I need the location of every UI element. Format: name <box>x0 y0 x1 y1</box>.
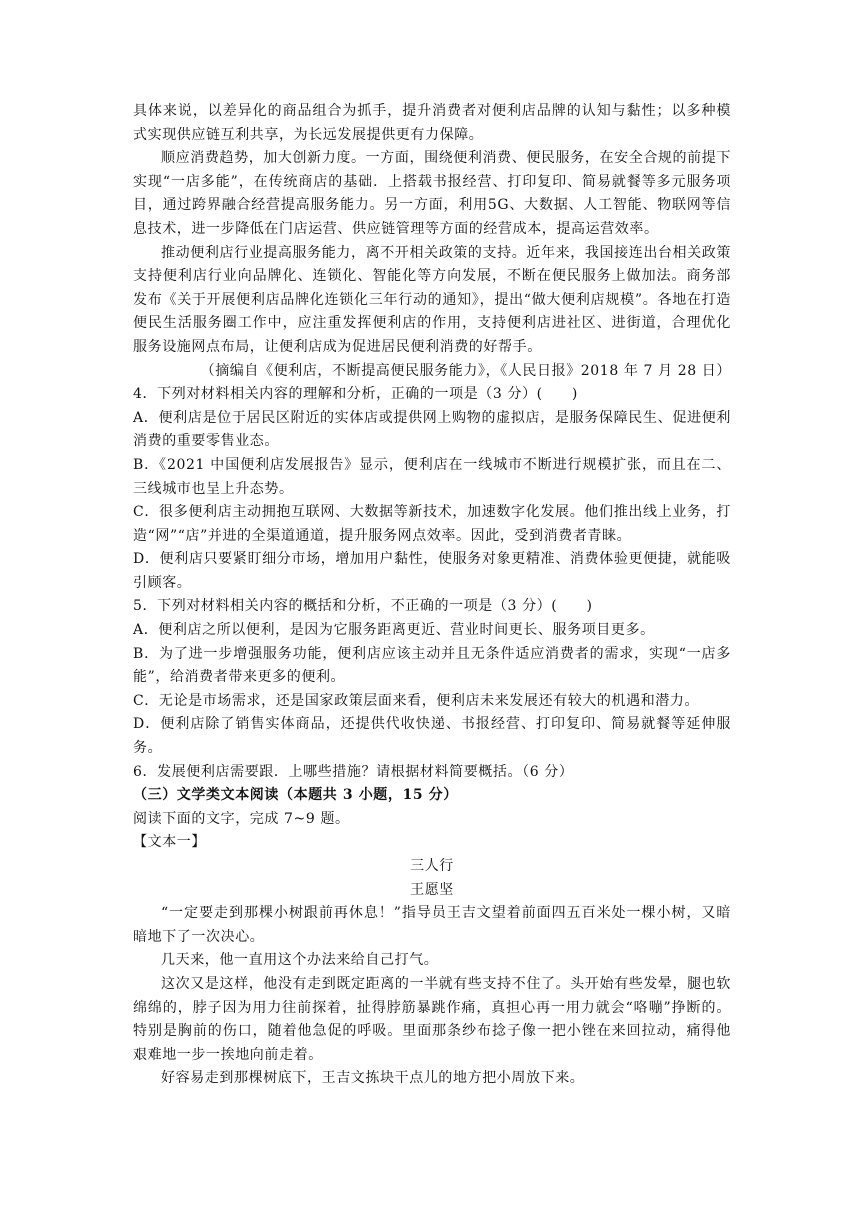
question-5-option-c: C．无论是市场需求，还是国家政策层面来看，便利店未来发展还有较大的机遇和潜力。 <box>133 692 700 709</box>
question-4-stem: 4．下列对材料相关内容的理解和分析，正确的一项是（3 分）( ) <box>133 386 578 403</box>
section-instruction: 阅读下面的文字，完成 7~9 题。 <box>133 810 350 827</box>
passage-source: （摘编自《便利店，不断提高便民服务能力》，《人民日报》2018 年 7 月 28 日） <box>200 362 731 379</box>
story-paragraph: “一定要走到那棵小树跟前再休息！”指导员王吉文望着前面四五百米处一棵小树，又暗暗地下了一次决心。 <box>133 905 731 945</box>
question-5-option-b: B．为了进一步增强服务功能，便利店应该主动并且无条件适应消费者的需求，实现“一店多能”，给消费者带来更多的便利。 <box>133 645 731 686</box>
section-heading: （三）文学类文本阅读（本题共 3 小题，15 分） <box>133 787 458 804</box>
question-6-stem: 6．发展便利店需要跟．上哪些措施？请根据材料简要概括。（6 分） <box>133 763 574 780</box>
story-title: 三人行 <box>410 858 454 874</box>
document-body <box>133 100 731 1091</box>
question-5-option-d: D．便利店除了销售实体商品，还提供代收快递、书报经营、打印复印、简易就餐等延伸服务。 <box>133 716 731 757</box>
passage-paragraph: 顺应消费趋势，加大创新力度。一方面，围绕便利消费、便民服务，在安全合规的前提下实现“一店多能”，在传统商店的基础．上搭载书报经营、打印复印、简易就餐等多元服务项目，通过跨界融合经营提高服务能力。另一方面，利用5G、大数据、人工智能、物联网等信息技术，进一步降低在门店运营、供应链管理等方面的经营成本，提高运营效率。 <box>133 150 731 237</box>
story-paragraph: 好容易走到那棵树底下，王吉文拣块干点儿的地方把小周放下来。 <box>161 1070 585 1087</box>
question-4-option-d: D．便利店只要紧盯细分市场，增加用户黏性，使服务对象更精准、消费体验更便捷，就能吸引顾客。 <box>133 551 731 591</box>
question-5-stem: 5．下列对材料相关内容的概括和分析，不正确的一项是（3 分）( ) <box>133 598 593 615</box>
story-paragraph: 几天来，他一直用这个办法来给自己打气。 <box>161 952 439 969</box>
story-author: 王愿坚 <box>410 881 454 898</box>
passage-paragraph: 具体来说，以差异化的商品组合为抓手，提升消费者对便利店品牌的认知与黏性；以多种模式实现供应链互利共享，为长远发展提供更有力保障。 <box>133 103 731 143</box>
story-paragraph: 这次又是这样，他没有走到既定距离的一半就有些支持不住了。头开始有些发晕，腿也软绵绵的，脖子因为用力往前探着，扯得脖筋暴跳作痛，真担心再一用力就会“咯嘣”挣断的。特别是胸前的伤口，随着他急促的呼吸。里面那条纱布捻子像一把小锉在来回拉动，痛得他艰难地一步一挨地向前走着。 <box>133 975 731 1063</box>
question-4-option-c: C．很多便利店主动拥抱互联网、大数据等新技术，加速数字化发展。他们推出线上业务，打造“网”“店”并进的全渠道通道，提升服务网点效率。因此，受到消费者青睐。 <box>133 504 731 544</box>
passage-paragraph: 推动便利店行业提高服务能力，离不开相关政策的支持。近年来，我国接连出台相关政策支持便利店行业向品牌化、连锁化、智能化等方向发展，不断在便民服务上做加法。商务部发布《关于开展便利店品牌化连锁化三年行动的通知》，提出“做大便利店规模”。各地在打造便民生活服务圈工作中，应注重发挥便利店的作用，支持便利店进社区、进街道，合理优化服务设施网点布局，让便利店成为促进居民便利消费的好帮手。 <box>133 244 731 355</box>
question-5-option-a: A．便利店之所以便利，是因为它服务距离更近、营业时间更长、服务项目更多。 <box>133 622 655 639</box>
text-label: 【文本一】 <box>133 834 206 851</box>
question-4-option-b: B．《2021 中国便利店发展报告》显示，便利店在一线城市不断进行规模扩张，而且在二、三线城市也呈上升态势。 <box>133 456 731 497</box>
question-4-option-a: A．便利店是位于居民区附近的实体店或提供网上购物的虚拟店，是服务保障民生、促进便利消费的重要零售业态。 <box>133 409 731 450</box>
